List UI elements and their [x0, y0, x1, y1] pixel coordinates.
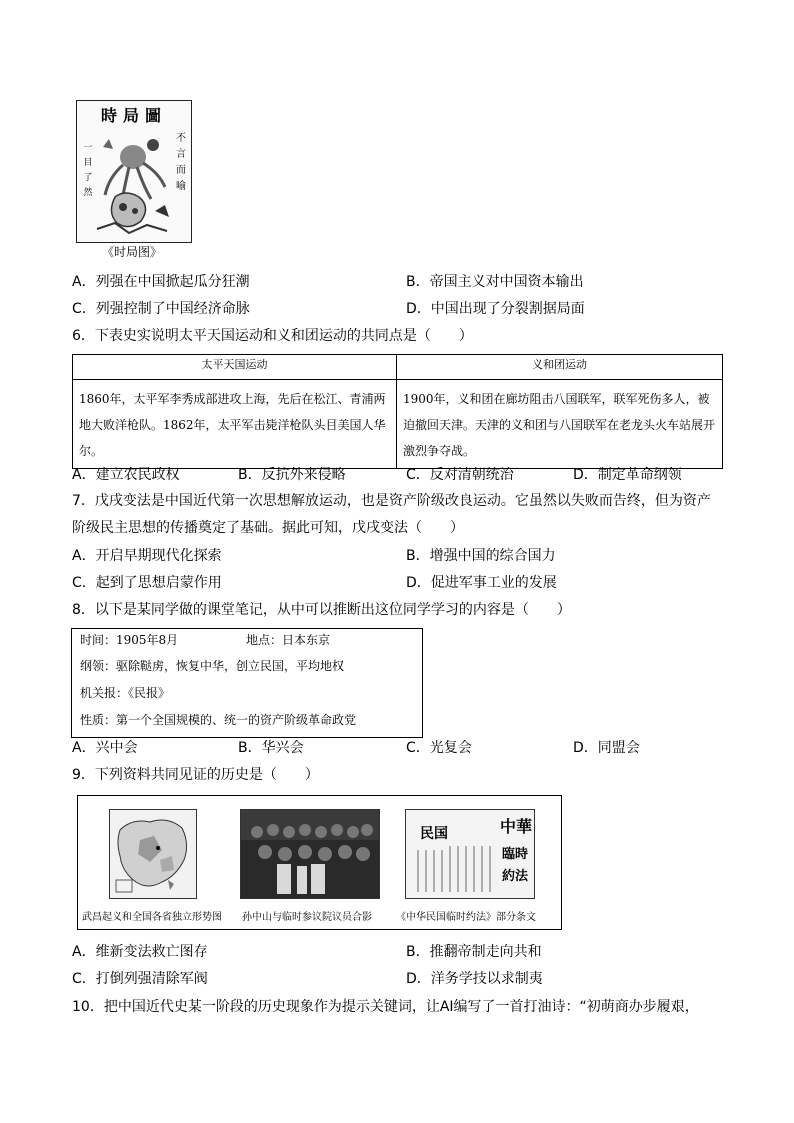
q8-option-c[interactable]: C．光复会 — [406, 740, 472, 756]
notes-nature: 性质：第一个全国规模的、统一的资产阶级革命政党 — [80, 713, 357, 727]
notes-program: 纲领：驱除鞑虏，恢复中华，创立民国，平均地权 — [80, 659, 345, 673]
q8-stem: 8．以下是某同学做的课堂笔记，从中可以推断出这位同学学习的内容是（ ） — [72, 602, 571, 618]
constitution-document-image — [405, 809, 535, 899]
q7-stem-line-1: 7．戊戌变法是中国近代第一次思想解放运动，也是资产阶级改良运动。它虽然以失败而告终，但为资产 — [72, 493, 711, 509]
svg-text:臨時: 臨時 — [502, 847, 529, 862]
cartoon-side-text-left: 一目了然 — [83, 143, 93, 198]
q6-option-b[interactable]: B．反抗外来侵略 — [238, 467, 346, 483]
q7-option-a[interactable]: A．开启早期现代化探索 — [72, 548, 222, 564]
q10-stem: 10．把中国近代史某一阶段的历史现象作为提示关键词，让AI编写了一首打油诗：“初萌商办步履艰， — [72, 999, 699, 1015]
q8-option-b[interactable]: B．华兴会 — [238, 740, 304, 756]
q5-option-b[interactable]: B．帝国主义对中国资本输出 — [406, 274, 584, 290]
table-cell-taiping: 1860年，太平军李秀成部进攻上海，先后在松江、青浦两地大败洋枪队。1862年，太平军击毙洋枪队头目美国人华尔。 — [73, 380, 397, 469]
table-cell-boxer: 1900年，义和团在廊坊阻击八国联军，联军死伤多人，被迫撤回天津。天津的义和团与八国联军在老龙头火车站展开激烈争夺战。 — [397, 380, 723, 469]
q9-option-d[interactable]: D．洋务学技以求制夷 — [406, 971, 543, 987]
cartoon-side-text-right: 不言而喻 — [176, 133, 186, 192]
map-image — [109, 809, 197, 899]
notes-time: 时间：1905年8月 — [80, 633, 179, 647]
cartoon-caption: 《时局图》 — [102, 245, 163, 259]
notes-newspaper: 机关报：《民报》 — [80, 686, 171, 700]
q8-notes-box — [71, 628, 423, 738]
cartoon-image — [76, 100, 192, 243]
q5-option-c[interactable]: C．列强控制了中国经济命脉 — [72, 301, 250, 317]
q6-option-a[interactable]: A．建立农民政权 — [72, 467, 180, 483]
svg-text:民国: 民国 — [420, 826, 448, 842]
q7-option-d[interactable]: D．促进军事工业的发展 — [406, 575, 557, 591]
q6-table — [72, 354, 723, 469]
table-header-taiping: 太平天国运动 — [73, 355, 397, 380]
q6-option-d[interactable]: D．制定革命纲领 — [573, 467, 682, 483]
q5-option-a[interactable]: A．列强在中国掀起瓜分狂潮 — [72, 274, 250, 290]
q8-option-d[interactable]: D．同盟会 — [573, 740, 640, 756]
q9-image-strip — [77, 795, 562, 930]
q6-stem: 6．下表史实说明太平天国运动和义和团运动的共同点是（ ） — [72, 328, 473, 344]
caption-map: 武昌起义和全国各省独立形势图 — [82, 912, 222, 923]
q6-option-c[interactable]: C．反对清朝统治 — [406, 467, 514, 483]
q8-option-a[interactable]: A．兴中会 — [72, 740, 138, 756]
q9-stem: 9．下列资料共同见证的历史是（ ） — [72, 767, 319, 783]
q7-option-c[interactable]: C．起到了思想启蒙作用 — [72, 575, 222, 591]
group-photo — [240, 809, 380, 899]
caption-group-photo: 孙中山与临时参议院议员合影 — [242, 912, 372, 923]
cartoon-title: 時局圖 — [100, 106, 167, 125]
notes-place: 地点：日本东京 — [246, 633, 331, 647]
svg-text:約法: 約法 — [502, 869, 529, 884]
svg-text:中華: 中華 — [500, 817, 533, 836]
caption-constitution: 《中华民国临时约法》部分条文 — [396, 912, 536, 923]
q7-option-b[interactable]: B．增强中国的综合国力 — [406, 548, 556, 564]
table-header-boxer: 义和团运动 — [397, 355, 723, 380]
q7-stem-line-2: 阶级民主思想的传播奠定了基础。据此可知，戊戌变法（ ） — [72, 520, 464, 536]
q9-option-a[interactable]: A．维新变法救亡图存 — [72, 944, 208, 960]
q5-option-d[interactable]: D．中国出现了分裂割据局面 — [406, 301, 585, 317]
q9-option-b[interactable]: B．推翻帝制走向共和 — [406, 944, 542, 960]
q9-option-c[interactable]: C．打倒列强清除军阀 — [72, 971, 208, 987]
cartoon-drawing — [95, 127, 173, 237]
